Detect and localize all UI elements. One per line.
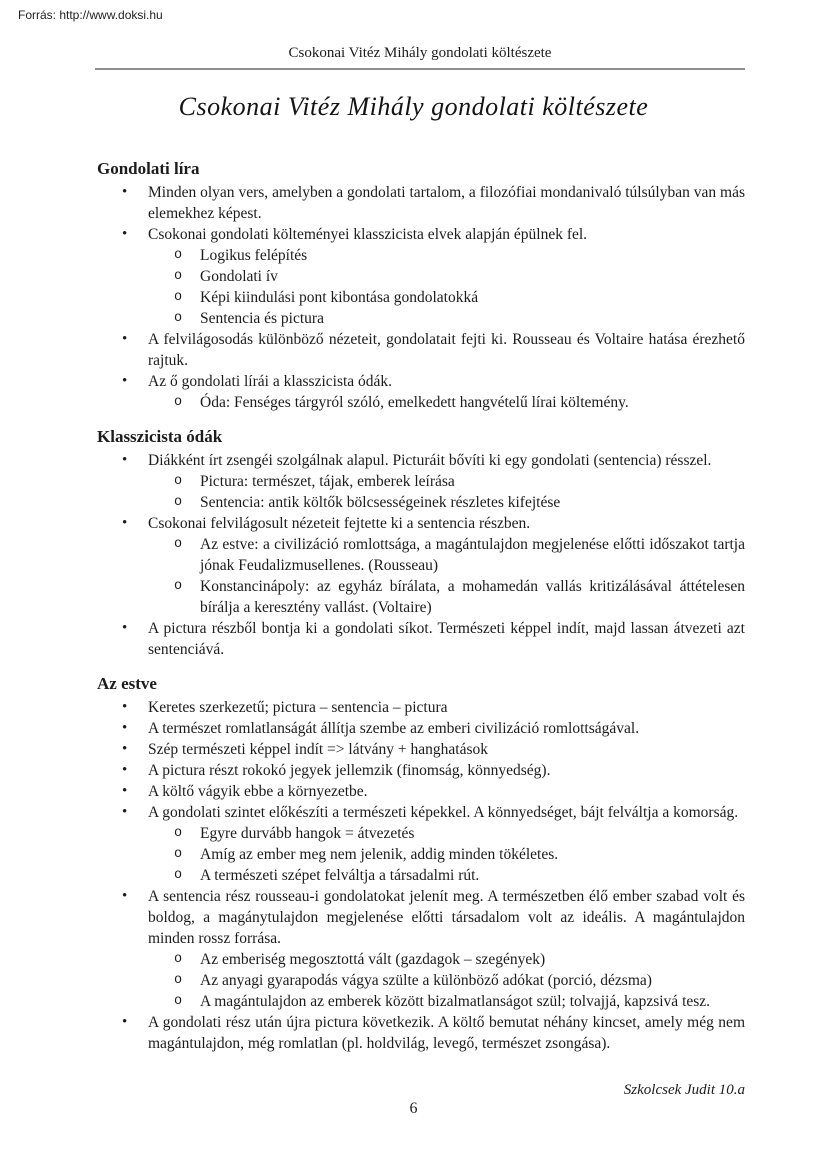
item-text: Szép természeti képpel indít => látvány + hanghatások [148,741,489,758]
sub-bullet-item [97,492,745,513]
bullet-item [97,886,745,949]
sub-bullet-item [97,823,745,844]
bullet-item [97,182,745,224]
item-text: A gondolati rész után újra pictura következik. A költő bemutat néhány kincset, amely még nem magántulajdon, még romlatlan (pl. holdvilág, levegő, természet zsongása). [148,1014,745,1052]
disc-bullet-icon: • [122,373,128,389]
disc-bullet-icon: • [122,699,128,715]
bullet-item [97,718,745,739]
item-text: A magántulajdon az emberek között bizalmatlanságot szül; tolvajjá, kapzsivá tesz. [200,993,711,1010]
item-text: Az anyagi gyarapodás vágya szülte a különböző adókat (porció, dézsma) [200,972,652,989]
bullet-item [97,513,745,534]
sub-bullet-item [97,970,745,991]
disc-bullet-icon: • [122,741,128,757]
circle-bullet-icon: o [174,290,183,305]
bullet-item [97,1012,745,1054]
item-text: Az emberiség megosztottá vált (gazdagok – szegények) [200,951,546,968]
item-text: Keretes szerkezetű; pictura – sentencia – pictura [148,699,448,716]
section-heading: Az estve [97,674,157,693]
circle-bullet-icon: o [174,537,183,552]
circle-bullet-icon: o [174,973,183,988]
item-text: A pictura részt rokokó jegyek jellemzik (finomság, könnyedség). [148,762,551,779]
item-text: Az estve: a civilizáció romlottsága, a magántulajdon megjelenése előtti időszakot tartja jónak Feudalizmusellenes. (Rousseau) [200,536,745,574]
disc-bullet-icon: • [122,1014,128,1030]
item-text: Konstancinápoly: az egyház bírálata, a mohamedán vallás kritizálásával áttételesen bírálja a keresztény vallást. (Voltaire) [200,578,745,616]
item-text: Egyre durvább hangok = átvezetés [200,825,415,842]
item-text: Minden olyan vers, amelyben a gondolati tartalom, a filozófiai mondanivaló túlsúlyban van más elemekhez képest. [148,184,745,222]
item-text: Gondolati ív [200,268,278,285]
circle-bullet-icon: o [174,952,183,967]
sub-bullet-item [97,844,745,865]
circle-bullet-icon: o [174,868,183,883]
disc-bullet-icon: • [122,620,128,636]
section-heading: Gondolati líra [97,159,200,178]
disc-bullet-icon: • [122,720,128,736]
item-text: Diákként írt zsengéi szolgálnak alapul. Picturáit bővíti ki egy gondolati (sentencia) résszel. [148,452,712,469]
sub-bullet-item [97,991,745,1012]
page-header-running-title: Csokonai Vitéz Mihály gondolati költészete [95,45,745,70]
disc-bullet-icon: • [122,515,128,531]
item-text: Óda: Fenséges tárgyról szóló, emelkedett hangvételű lírai költemény. [200,394,629,411]
disc-bullet-icon: • [122,452,128,468]
disc-bullet-icon: • [122,783,128,799]
item-text: Sentencia és pictura [200,310,324,327]
circle-bullet-icon: o [174,269,183,284]
disc-bullet-icon: • [122,762,128,778]
item-text: Sentencia: antik költők bölcsességeinek részletes kifejtése [200,494,561,511]
author-signature: Szkolcsek Judit 10.a [623,1082,745,1098]
document-section [97,158,745,413]
circle-bullet-icon: o [174,847,183,862]
source-note: Forrás: http://www.doksi.hu [18,8,163,22]
bullet-item [97,618,745,660]
sub-bullet-item [97,245,745,266]
sub-bullet-item [97,308,745,329]
item-text: Az ő gondolati lírái a klasszicista ódák. [148,373,393,390]
item-text: Csokonai gondolati költeményei klasszicista elvek alapján épülnek fel. [148,226,588,243]
item-text: A pictura részből bontja ki a gondolati síkot. Természeti képpel indít, majd lassan átvezeti azt sentenciává. [148,620,745,658]
item-text: Csokonai felvilágosult nézeteit fejtette ki a sentencia részben. [148,515,531,532]
bullet-item [97,450,745,471]
circle-bullet-icon: o [174,311,183,326]
disc-bullet-icon: • [122,804,128,820]
sub-bullet-item [97,576,745,618]
sub-bullet-item [97,287,745,308]
sub-bullet-item [97,949,745,970]
item-text: A sentencia rész rousseau-i gondolatokat jelenít meg. A természetben élő ember szabad volt és boldog, a magánytulajdon megjelenése előtti társadalom volt az ideális. A magántulajdon minden rossz forrása. [148,888,745,947]
item-text: Amíg az ember meg nem jelenik, addig minden tökéletes. [200,846,559,863]
page-number: 6 [409,1100,418,1117]
item-text: Pictura: természet, tájak, emberek leírása [200,473,455,490]
document-title: Csokonai Vitéz Mihály gondolati költészete [178,92,649,121]
section-heading: Klasszicista ódák [97,427,223,446]
disc-bullet-icon: • [122,888,128,904]
circle-bullet-icon: o [174,474,183,489]
sub-bullet-item [97,266,745,287]
item-text: A természet romlatlanságát állítja szembe az emberi civilizáció romlottságával. [148,720,640,737]
sub-bullet-item [97,392,745,413]
bullet-item [97,329,745,371]
item-text: Képi kiindulási pont kibontása gondolatokká [200,289,479,306]
sub-bullet-item [97,865,745,886]
bullet-item [97,781,745,802]
item-text: A költő vágyik ebbe a környezetbe. [148,783,368,800]
document-section [97,426,745,660]
sub-bullet-item [97,471,745,492]
document-section [97,673,745,1054]
bullet-item [97,371,745,392]
bullet-item [97,739,745,760]
bullet-item [97,760,745,781]
bullet-item [97,224,745,245]
circle-bullet-icon: o [174,579,183,594]
disc-bullet-icon: • [122,331,128,347]
bullet-item [97,697,745,718]
circle-bullet-icon: o [174,495,183,510]
item-text: A gondolati szintet előkészíti a természeti képekkel. A könnyedséget, bájt felváltja a komorság. [148,804,739,821]
item-text: A természeti szépet felváltja a társadalmi rút. [200,867,480,884]
disc-bullet-icon: • [122,184,128,200]
circle-bullet-icon: o [174,395,183,410]
disc-bullet-icon: • [122,226,128,242]
item-text: A felvilágosodás különböző nézeteit, gondolatait fejti ki. Rousseau és Voltaire hatása érezhető rajtuk. [148,331,745,369]
document-body [97,158,745,1054]
bullet-item [97,802,745,823]
circle-bullet-icon: o [174,994,183,1009]
circle-bullet-icon: o [174,826,183,841]
item-text: Logikus felépítés [200,247,308,264]
sub-bullet-item [97,534,745,576]
circle-bullet-icon: o [174,248,183,263]
